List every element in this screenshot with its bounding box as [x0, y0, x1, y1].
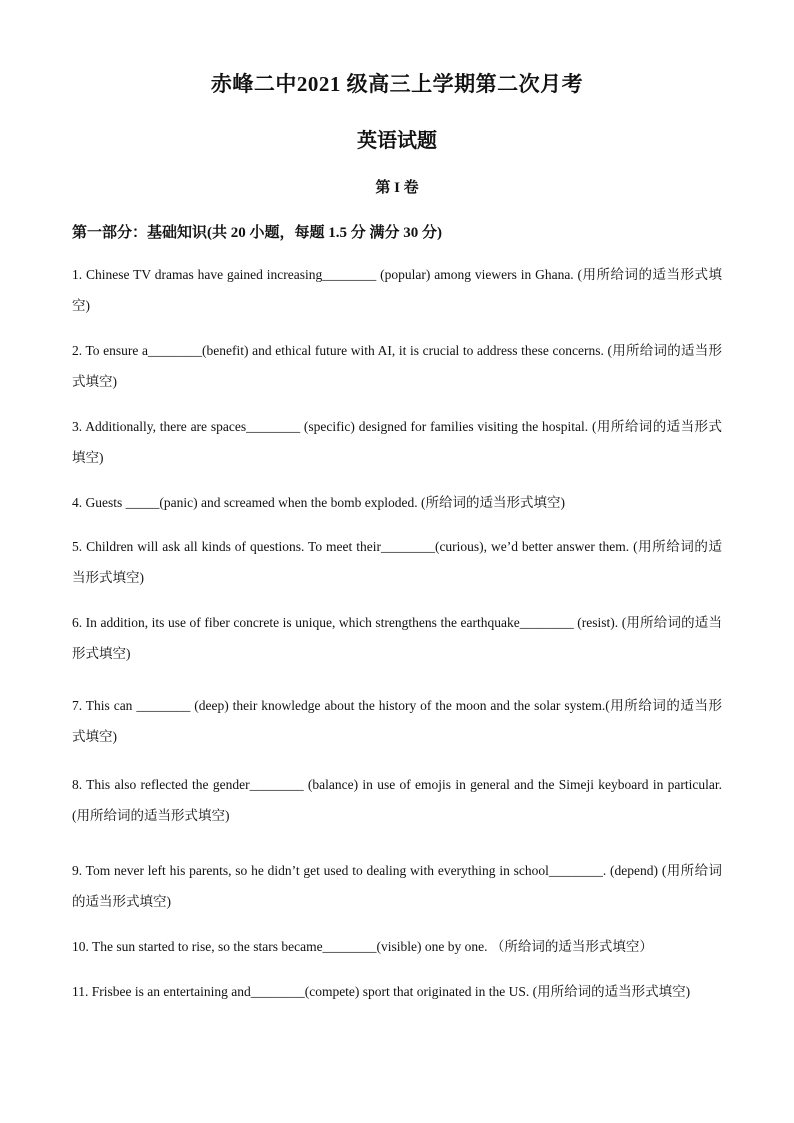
exam-title: 赤峰二中2021 级高三上学期第二次月考 — [210, 72, 584, 96]
question-11: 11. Frisbee is an entertaining and________(compete) sport that originated in the US. (用所给词的适当形式填空) — [72, 984, 691, 999]
question-3: 3. Additionally, there are spaces________ (specific) designed for families visiting the hospital. (用所给词的适当形式填空) — [72, 419, 722, 465]
question-8: 8. This also reflected the gender________ (balance) in use of emojis in general and the Simeji keyboard in particular. (用所给词的适当形式填空) — [72, 777, 722, 823]
question-9: 9. Tom never left his parents, so he didn’t get used to dealing with everything in school________. (depend) (用所给词的适当形式填空) — [72, 863, 722, 909]
question-10: 10. The sun started to rise, so the stars became________(visible) one by one. （所给词的适当形式填空） — [72, 939, 653, 954]
question-4: 4. Guests _____(panic) and screamed when the bomb exploded. (所给词的适当形式填空) — [72, 495, 566, 510]
section-heading: 第一部分：基础知识(共 20 小题，每题 1.5 分 满分 30 分) — [72, 225, 442, 241]
question-2: 2. To ensure a________(benefit) and ethical future with AI, it is crucial to address these concerns. (用所给词的适当形式填空) — [72, 343, 722, 389]
exam-subtitle: 英语试题 — [357, 130, 437, 152]
question-6: 6. In addition, its use of fiber concrete is unique, which strengthens the earthquake________ (resist). (用所给词的适当形式填空) — [72, 615, 722, 661]
question-1: 1. Chinese TV dramas have gained increasing________ (popular) among viewers in Ghana. (用所给词的适当形式填空) — [72, 267, 722, 313]
volume-label: 第 I 卷 — [375, 180, 419, 196]
question-5: 5. Children will ask all kinds of questions. To meet their________(curious), we’d better answer them. (用所给词的适当形式填空) — [72, 539, 722, 585]
question-7: 7. This can ________ (deep) their knowledge about the history of the moon and the solar system.(用所给词的适当形式填空) — [72, 698, 722, 744]
